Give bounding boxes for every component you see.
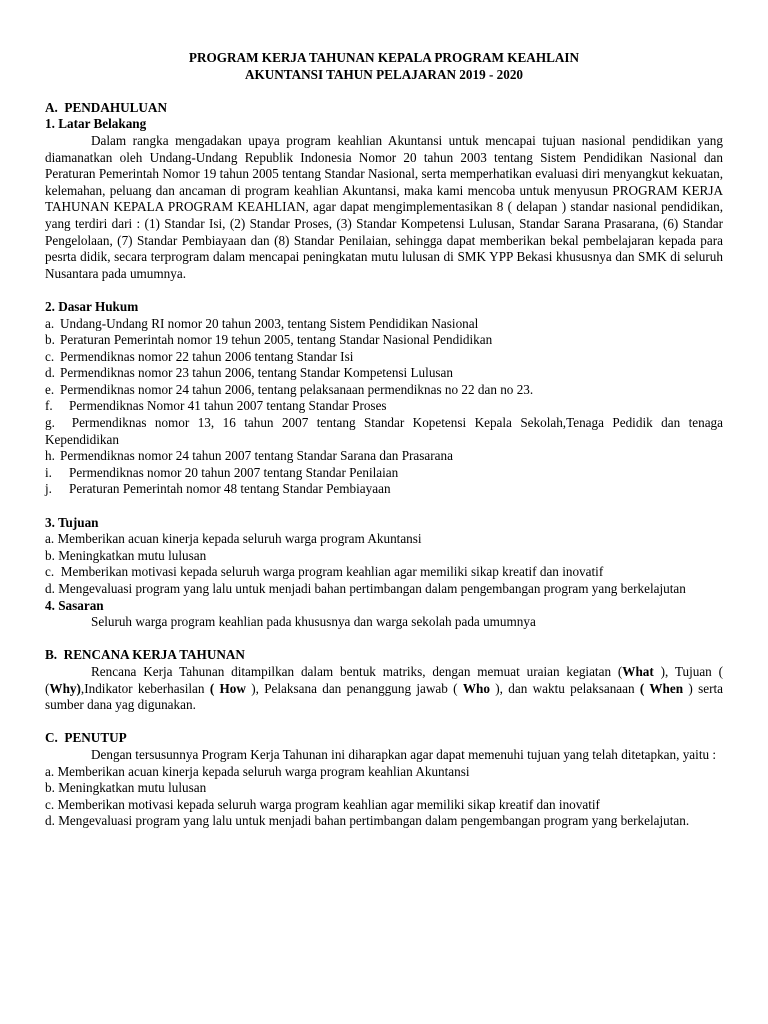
list-marker: g. [45, 415, 55, 431]
list-marker: f. [45, 398, 53, 414]
tujuan-heading: 3. Tujuan [45, 514, 99, 530]
list-marker: d. [45, 581, 55, 596]
list-marker: c. [45, 348, 55, 364]
latar-belakang-paragraph: Dalam rangka mengadakan upaya program keahlian Akuntansi untuk mencapai tujuan nasional pendidikan yang diamanatkan oleh Undang-Undang Republik Indonesia Nomor 20 tahun 2003 tentang Sistem Pendidikan Nasional dan Peraturan Pemerintah Nomor 19 tahun 2005 tentang Standar Nasional, serta memperhatikan evaluasi diri menyangkut kekuatan, kelemahan, peluang dan ancaman di program keahlian Akuntansi, maka kami mencoba untuk menyusun PROGRAM KERJA TAHUNAN KEPALA PROGRAM KEAHLIAN, agar dapat mengimplementasikan 8 ( delapan ) standar nasional pendidikan, yang terdiri dari : (1) Standar Isi, (2) Standar Proses, (3) Standar Kompetensi Lulusan, Standar Sarana Prasarana, (6) Standar Pengelolaan, (7) Standar Pembiayaan dan (8) Standar Penilaian, sehingga dapat memberikan bekal pembelajaran kepada para pesrta didik, secara terprogram dalam mencapai peningkatan mutu lulusan di SMK YPP Bekasi khususnya dan SMK di seluruh Nusantara pada umumnya. [45, 132, 723, 281]
list-marker: i. [45, 464, 52, 480]
list-item [45, 332, 723, 349]
tujuan-list [45, 531, 723, 597]
list-marker: a. [45, 531, 55, 547]
list-item [45, 365, 723, 382]
section-c-heading: C. PENUTUP [45, 730, 127, 746]
list-marker: b. [45, 780, 55, 796]
list-item [45, 564, 723, 581]
text-run: ), Pelaksana dan penanggung jawab ( [245, 680, 463, 696]
list-marker: j. [45, 481, 52, 497]
sasaran-heading: 4. Sasaran [45, 597, 104, 613]
sasaran-text: Seluruh warga program keahlian pada khususnya dan warga sekolah pada umumnya [91, 614, 536, 630]
list-item-text: Undang-Undang RI nomor 20 tahun 2003, tentang Sistem Pendidikan Nasional [60, 315, 479, 331]
latar-belakang-heading: 1. Latar Belakang [45, 116, 147, 132]
list-item-text: Permendiknas nomor 20 tahun 2007 tentang Standar Penilaian [69, 464, 399, 480]
text-run: ), Tujuan ( ( [45, 663, 723, 696]
text-run: ) serta sumber dana yag digunakan. [45, 680, 723, 713]
text-run: ), dan waktu pelaksanaan [489, 680, 640, 696]
document-title-line-2: AKUNTANSI TAHUN PELAJARAN 2019 - 2020 [244, 66, 524, 82]
list-item [45, 465, 723, 482]
list-marker: d. [45, 365, 55, 381]
list-marker: b. [45, 547, 55, 563]
spacer [45, 83, 723, 100]
list-item-text: Permendiknas nomor 24 tahun 2006, tentang pelaksanaan permendiknas no 22 dan no 23. [60, 381, 534, 397]
keyword-why: Why) [49, 680, 81, 696]
text-run: ,Indikator keberhasilan [80, 680, 210, 696]
keyword-how: ( How [209, 680, 246, 696]
list-item [45, 382, 723, 399]
section-a-heading: A. PENDAHULUAN [45, 99, 167, 115]
list-marker: a. [45, 763, 55, 779]
list-item [45, 349, 723, 366]
list-marker: c. [45, 796, 55, 812]
list-item-text: Memberikan acuan kinerja kepada seluruh warga program Akuntansi [57, 531, 422, 547]
rencana-kerja-paragraph [45, 664, 723, 714]
spacer [45, 282, 723, 299]
list-item [45, 581, 723, 598]
list-item [45, 797, 723, 814]
list-item-text: Meningkatkan mutu lulusan [58, 780, 207, 796]
spacer [45, 498, 723, 515]
list-item-text: Permendiknas Nomor 41 tahun 2007 tentang Standar Proses [69, 398, 387, 414]
list-item [45, 448, 723, 465]
text-run: Rencana Kerja Tahunan ditampilkan dalam bentuk matriks, dengan memuat uraian kegiatan ( [91, 663, 623, 679]
list-item-text: Peraturan Pemerintah nomor 48 tentang Standar Pembiayaan [69, 481, 391, 497]
list-item [45, 780, 723, 797]
list-marker: a. [45, 315, 55, 331]
list-marker: d. [45, 813, 55, 829]
list-item-text: Memberikan acuan kinerja kepada seluruh warga program keahlian Akuntansi [57, 763, 470, 779]
penutup-paragraph: Dengan tersusunnya Program Kerja Tahunan ini diharapkan agar dapat memenuhi tujuan yang telah ditetapkan, yaitu : [91, 746, 717, 762]
list-item-text: Permendiknas nomor 24 tahun 2007 tentang Standar Sarana dan Prasarana [60, 448, 453, 464]
list-item [45, 398, 723, 415]
list-item-text: Permendiknas nomor 13, 16 tahun 2007 tentang Standar Kopetensi Kepala Sekolah,Tenaga Pedidik dan tenaga Kependidikan [45, 415, 723, 447]
penutup-list [45, 764, 723, 830]
list-item [45, 813, 723, 830]
list-item-text: Meningkatkan mutu lulusan [58, 547, 207, 563]
section-b-heading: B. RENCANA KERJA TAHUNAN [45, 647, 245, 663]
dasar-hukum-heading: 2. Dasar Hukum [45, 298, 139, 314]
list-item-text: Permendiknas nomor 22 tahun 2006 tentang Standar Isi [60, 348, 354, 364]
list-item [45, 415, 723, 448]
dasar-hukum-list [45, 316, 723, 499]
spacer [45, 631, 723, 648]
list-item-text: Memberikan motivasi kepada seluruh warga program keahlian agar memiliki sikap kreatif dan inovatif [57, 796, 600, 812]
list-marker: c. [45, 564, 55, 580]
keyword-who: Who [462, 680, 490, 696]
list-item-text: Peraturan Pemerintah nomor 19 tehun 2005, tentang Standar Nasional Pendidikan [60, 332, 493, 348]
list-item [45, 548, 723, 565]
list-item [45, 481, 723, 498]
document-title-line-1: PROGRAM KERJA TAHUNAN KEPALA PROGRAM KEAHLAIN [188, 50, 580, 65]
list-marker: b. [45, 332, 55, 348]
spacer [45, 714, 723, 731]
list-item-text: Mengevaluasi program yang lalu untuk menjadi bahan pertimbangan dalam pengembangan program yang berkelajutan. [58, 813, 690, 829]
list-item [45, 764, 723, 781]
list-marker: e. [45, 381, 55, 397]
list-item-text: Permendiknas nomor 23 tahun 2006, tentang Standar Kompetensi Lulusan [60, 365, 453, 381]
list-item-text: Memberikan motivasi kepada seluruh warga program keahlian agar memiliki sikap kreatif dan inovatif [60, 564, 604, 580]
keyword-what: What [622, 663, 654, 679]
keyword-when: ( When [639, 680, 684, 696]
list-item [45, 316, 723, 333]
list-item-text: Mengevaluasi program yang lalu untuk menjadi bahan pertimbangan dalam pengembangan program yang berkelajutan [58, 581, 686, 596]
list-item [45, 531, 723, 548]
list-marker: h. [45, 448, 55, 464]
